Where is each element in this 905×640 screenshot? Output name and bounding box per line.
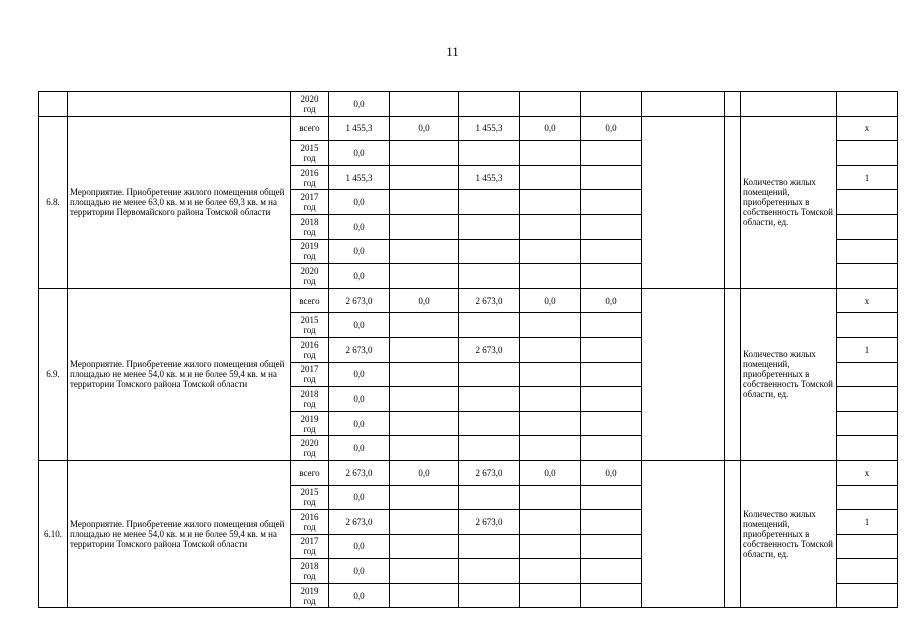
value-cell	[459, 534, 520, 559]
blank-cell	[642, 116, 725, 288]
value-cell	[581, 411, 642, 436]
total-value-cell: 0,0	[329, 411, 390, 436]
indicator-cell	[741, 92, 837, 117]
description-cell: Мероприятие. Приобретение жилого помещения общей площадью не менее 54,0 кв. м и не более 59,4 кв. м на территории Томского района Томской области	[68, 460, 291, 608]
indicator-value-cell: x	[837, 288, 898, 313]
value-cell	[520, 165, 581, 190]
value-cell	[390, 485, 459, 510]
year-number: 2020	[300, 438, 319, 449]
description-cell: Мероприятие. Приобретение жилого помещения общей площадью не менее 63,0 кв. м и не более 69,3 кв. м на территории Первомайского района Томской области	[68, 116, 291, 288]
indicator-cell: Количество жилых помещений, приобретенных в собственность Томской области, ед.	[741, 116, 837, 288]
value-cell: 0,0	[390, 288, 459, 313]
value-cell	[459, 239, 520, 264]
year-suffix: год	[303, 497, 316, 508]
value-cell: 0,0	[581, 460, 642, 485]
indicator-value-cell	[837, 534, 898, 559]
value-cell	[459, 190, 520, 215]
value-cell	[520, 313, 581, 338]
value-cell	[581, 362, 642, 387]
indicator-value-cell	[837, 190, 898, 215]
total-value-cell: 0,0	[329, 313, 390, 338]
value-cell	[581, 583, 642, 608]
description-cell: Мероприятие. Приобретение жилого помещения общей площадью не менее 54,0 кв. м и не более 59,4 кв. м на территории Томского района Томской области	[68, 288, 291, 460]
year-number: 2018	[300, 561, 319, 572]
value-cell	[581, 165, 642, 190]
year-cell	[291, 190, 329, 215]
year-suffix: год	[303, 275, 316, 286]
value-cell	[390, 165, 459, 190]
value-cell	[520, 239, 581, 264]
value-cell	[581, 559, 642, 584]
blank-cell	[725, 460, 741, 608]
total-value-cell: 0,0	[329, 534, 390, 559]
value-cell: 0,0	[520, 116, 581, 141]
row-number-cell	[39, 92, 68, 117]
value-cell: 2 673,0	[459, 337, 520, 362]
year-number: 2018	[300, 388, 319, 399]
indicator-value-cell	[837, 485, 898, 510]
value-cell	[459, 411, 520, 436]
value-cell	[459, 559, 520, 584]
total-value-cell: 0,0	[329, 141, 390, 166]
year-cell	[291, 362, 329, 387]
value-cell	[581, 534, 642, 559]
page-number: 11	[446, 44, 459, 59]
total-value-cell: 2 673,0	[329, 460, 390, 485]
indicator-value-cell	[837, 92, 898, 117]
year-label-cell: всего	[291, 288, 329, 313]
year-number: 2017	[300, 192, 319, 203]
table-row	[39, 116, 898, 141]
indicator-value-cell: 1	[837, 337, 898, 362]
value-cell	[459, 92, 520, 117]
blank-cell	[642, 460, 725, 608]
value-cell	[520, 559, 581, 584]
year-number: 2015	[300, 142, 319, 153]
indicator-value-cell	[837, 313, 898, 338]
blank-cell	[725, 116, 741, 288]
year-suffix: год	[303, 349, 316, 360]
indicator-value-cell: x	[837, 460, 898, 485]
value-cell	[390, 387, 459, 412]
value-cell: 2 673,0	[459, 288, 520, 313]
value-cell	[459, 313, 520, 338]
value-cell	[390, 264, 459, 289]
indicator-value-cell	[837, 411, 898, 436]
total-value-cell: 0,0	[329, 583, 390, 608]
value-cell	[390, 436, 459, 461]
value-cell: 2 673,0	[459, 460, 520, 485]
value-cell	[581, 337, 642, 362]
year-cell	[291, 387, 329, 412]
year-number: 2015	[300, 315, 319, 326]
year-suffix: год	[303, 595, 316, 606]
value-cell: 0,0	[581, 116, 642, 141]
blank-cell	[725, 288, 741, 460]
value-cell	[581, 436, 642, 461]
year-suffix: год	[303, 398, 316, 409]
indicator-value-cell: 1	[837, 165, 898, 190]
indicator-value-cell	[837, 559, 898, 584]
table-row	[39, 460, 898, 485]
total-value-cell: 0,0	[329, 362, 390, 387]
year-cell	[291, 583, 329, 608]
year-number: 2018	[300, 216, 319, 227]
indicator-value-cell	[837, 387, 898, 412]
year-number: 2016	[300, 339, 319, 350]
year-number: 2019	[300, 413, 319, 424]
row-number-cell: 6.8.	[39, 116, 68, 288]
total-value-cell: 2 673,0	[329, 337, 390, 362]
year-suffix: год	[303, 177, 316, 188]
indicator-value-cell	[837, 239, 898, 264]
value-cell	[581, 510, 642, 535]
value-cell	[459, 264, 520, 289]
year-number: 2019	[300, 241, 319, 252]
year-suffix: год	[303, 546, 316, 557]
value-cell: 0,0	[390, 460, 459, 485]
year-cell: 2020 год	[291, 92, 329, 117]
value-cell	[520, 214, 581, 239]
value-cell	[390, 141, 459, 166]
value-cell	[390, 559, 459, 584]
year-suffix: год	[303, 226, 316, 237]
value-cell: 1 455,3	[459, 116, 520, 141]
year-suffix: год	[303, 571, 316, 582]
year-number: 2017	[300, 364, 319, 375]
value-cell	[520, 92, 581, 117]
value-cell: 0,0	[520, 288, 581, 313]
year-cell	[291, 264, 329, 289]
value-cell	[520, 387, 581, 412]
value-cell	[520, 436, 581, 461]
value-cell	[520, 264, 581, 289]
value-cell	[581, 141, 642, 166]
year-suffix: год	[303, 374, 316, 385]
blank-cell	[642, 92, 725, 117]
total-value-cell: 0,0	[329, 387, 390, 412]
indicator-cell: Количество жилых помещений, приобретенных в собственность Томской области, ед.	[741, 288, 837, 460]
value-cell	[520, 534, 581, 559]
value-cell	[520, 190, 581, 215]
indicator-value-cell	[837, 141, 898, 166]
total-value-cell: 0,0	[329, 214, 390, 239]
value-cell	[459, 485, 520, 510]
value-cell	[520, 583, 581, 608]
year-number: 2017	[300, 536, 319, 547]
row-number-cell: 6.10.	[39, 460, 68, 608]
value-cell: 0,0	[390, 116, 459, 141]
year-cell	[291, 313, 329, 338]
value-cell	[459, 387, 520, 412]
value-cell	[459, 436, 520, 461]
blank-cell	[642, 288, 725, 460]
year-cell	[291, 436, 329, 461]
year-number: 2015	[300, 487, 319, 498]
year-cell	[291, 239, 329, 264]
value-cell	[390, 534, 459, 559]
indicator-value-cell	[837, 264, 898, 289]
value-cell	[581, 485, 642, 510]
year-cell	[291, 337, 329, 362]
value-cell	[390, 362, 459, 387]
value-cell: 0,0	[520, 460, 581, 485]
value-cell	[520, 485, 581, 510]
total-value-cell: 0,0	[329, 92, 390, 117]
value-cell	[581, 190, 642, 215]
value-cell: 1 455,3	[459, 165, 520, 190]
value-cell: 0,0	[581, 288, 642, 313]
year-suffix: год	[303, 202, 316, 213]
total-value-cell: 0,0	[329, 436, 390, 461]
table-row	[39, 288, 898, 313]
year-number: 2016	[300, 511, 319, 522]
year-suffix: год	[303, 423, 316, 434]
total-value-cell: 2 673,0	[329, 288, 390, 313]
value-cell	[459, 583, 520, 608]
blank-cell	[725, 92, 741, 117]
year-label-cell: всего	[291, 460, 329, 485]
total-value-cell: 0,0	[329, 239, 390, 264]
year-cell	[291, 534, 329, 559]
row-number-cell: 6.9.	[39, 288, 68, 460]
value-cell	[581, 264, 642, 289]
table-row	[39, 92, 898, 117]
total-value-cell: 1 455,3	[329, 116, 390, 141]
value-cell	[459, 141, 520, 166]
value-cell	[581, 239, 642, 264]
value-cell	[390, 214, 459, 239]
indicator-value-cell	[837, 214, 898, 239]
description-cell	[68, 92, 291, 117]
indicator-cell: Количество жилых помещений, приобретенных в собственность Томской области, ед.	[741, 460, 837, 608]
year-cell	[291, 485, 329, 510]
year-label-cell: всего	[291, 116, 329, 141]
total-value-cell: 1 455,3	[329, 165, 390, 190]
year-number: 2020	[300, 265, 319, 276]
year-suffix: год	[303, 521, 316, 532]
value-cell	[520, 411, 581, 436]
total-value-cell: 0,0	[329, 190, 390, 215]
value-cell	[459, 362, 520, 387]
program-table	[38, 91, 898, 608]
value-cell	[581, 387, 642, 412]
year-cell	[291, 559, 329, 584]
value-cell: 2 673,0	[459, 510, 520, 535]
year-cell	[291, 165, 329, 190]
year-cell	[291, 411, 329, 436]
year-suffix: год	[303, 152, 316, 163]
value-cell	[459, 214, 520, 239]
value-cell	[390, 190, 459, 215]
value-cell	[581, 313, 642, 338]
value-cell	[390, 239, 459, 264]
year-suffix: год	[303, 251, 316, 262]
year-number: 2019	[300, 585, 319, 596]
year-cell	[291, 510, 329, 535]
value-cell	[390, 411, 459, 436]
year-suffix: год	[303, 448, 316, 459]
year-cell	[291, 214, 329, 239]
value-cell	[520, 141, 581, 166]
year-suffix: год	[303, 325, 316, 336]
value-cell	[520, 337, 581, 362]
value-cell	[390, 337, 459, 362]
indicator-value-cell	[837, 362, 898, 387]
value-cell	[581, 214, 642, 239]
value-cell	[390, 313, 459, 338]
year-number: 2016	[300, 167, 319, 178]
total-value-cell: 0,0	[329, 264, 390, 289]
value-cell	[520, 362, 581, 387]
indicator-value-cell	[837, 583, 898, 608]
year-cell	[291, 141, 329, 166]
total-value-cell: 0,0	[329, 485, 390, 510]
indicator-value-cell	[837, 436, 898, 461]
value-cell	[390, 583, 459, 608]
value-cell	[390, 510, 459, 535]
total-value-cell: 2 673,0	[329, 510, 390, 535]
value-cell	[390, 92, 459, 117]
indicator-value-cell: x	[837, 116, 898, 141]
indicator-value-cell: 1	[837, 510, 898, 535]
value-cell	[520, 510, 581, 535]
value-cell	[581, 92, 642, 117]
total-value-cell: 0,0	[329, 559, 390, 584]
